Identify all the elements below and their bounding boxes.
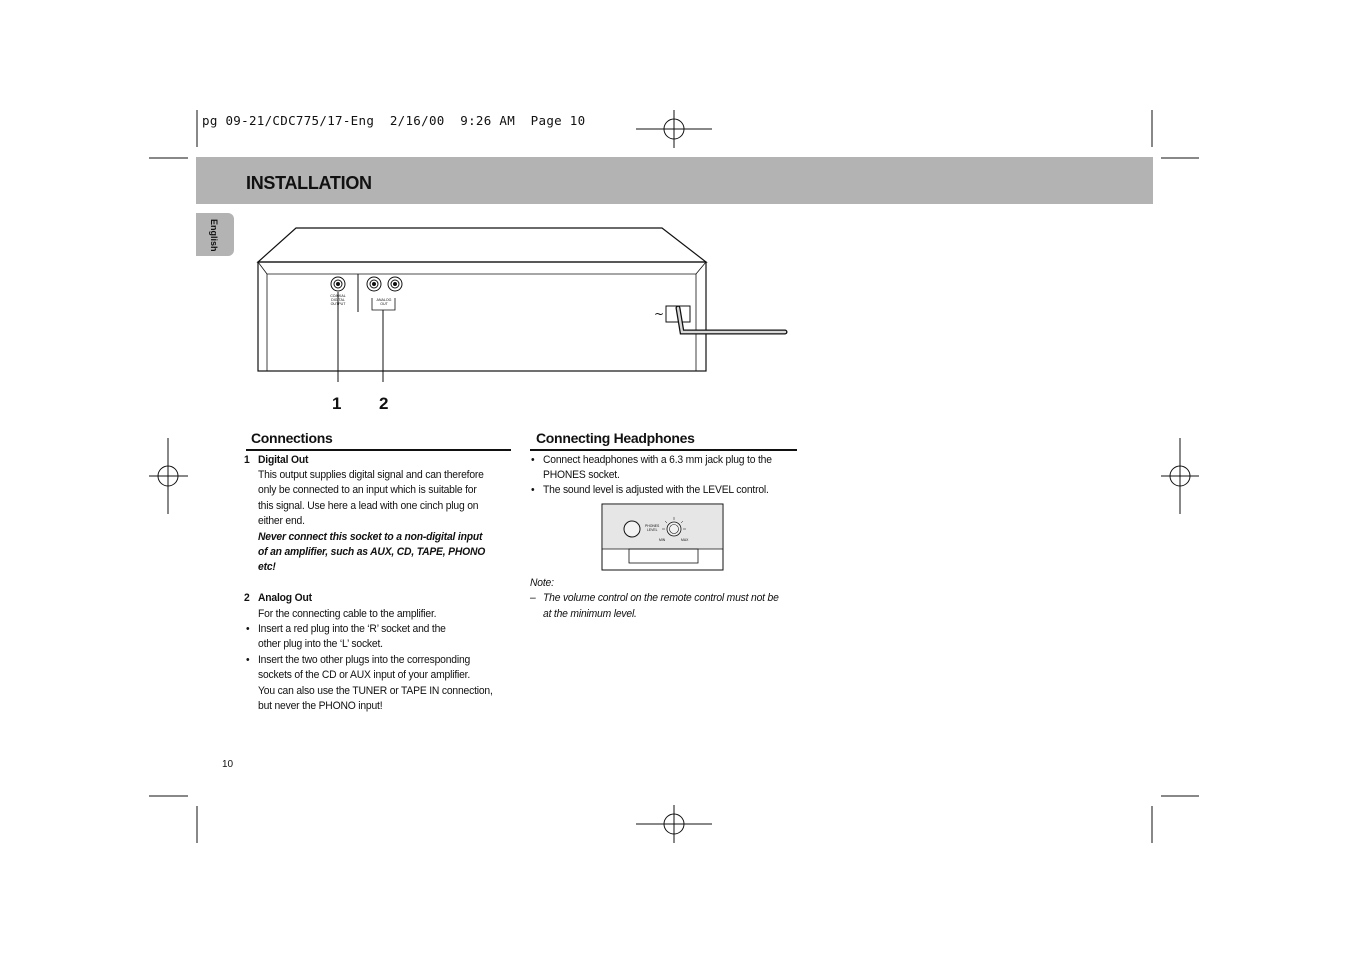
headphones-bullet-1-line-2: PHONES socket. [543, 469, 620, 481]
note-dash: – [530, 592, 536, 604]
coaxial-label: COAXIAL [330, 294, 346, 298]
digital-warning-line-1: Never connect this socket to a non-digital input [258, 531, 483, 543]
digital-out-title: Digital Out [258, 454, 309, 466]
rear-panel-illustration [250, 222, 795, 382]
analog-bullet-2-line-1: Insert the two other plugs into the corresponding [258, 654, 471, 666]
page-number: 10 [222, 759, 234, 770]
headphones-bullet-1: • [531, 454, 535, 466]
level-label: LEVEL [647, 528, 658, 532]
analog-bullet-2-line-2: sockets of the CD or AUX input of your amplifier. [258, 669, 471, 681]
callout-number-1: 1 [332, 394, 342, 413]
headphones-bullet-2: • [531, 484, 535, 496]
connections-rule [246, 449, 511, 451]
ac-symbol: ~ [654, 307, 665, 321]
connections-heading: Connections [251, 430, 333, 446]
digital-warning-line-3: etc! [258, 561, 276, 573]
headphones-rule [530, 449, 797, 451]
headphones-bullet-2-text: The sound level is adjusted with the LEVEL control. [543, 484, 769, 496]
headphones-bullet-1-line-1: Connect headphones with a 6.3 mm jack plug to the [543, 454, 772, 466]
analog-bullet-2: • [246, 654, 250, 666]
headphones-heading: Connecting Headphones [536, 430, 695, 446]
analog-label: ANALOG [376, 298, 392, 302]
max-label: MAX [681, 538, 689, 542]
headphones-panel-illustration [601, 503, 725, 572]
analog-bullet-1-line-1: Insert a red plug into the ‘R’ socket and the [258, 623, 446, 635]
analog-bullet-1-line-2: other plug into the ‘L’ socket. [258, 638, 383, 650]
digital-out-line-2: only be connected to an input which is suitable for [258, 484, 477, 496]
language-tab-label: English [209, 219, 219, 252]
mains-cord [678, 308, 785, 332]
registration-mark-right [1161, 438, 1199, 514]
analog-bullet-1: • [246, 623, 250, 635]
analog-out-intro: For the connecting cable to the amplifier. [258, 608, 437, 620]
printer-slug: pg 09-21/CDC775/17-Eng 2/16/00 9:26 AM Page 10 [202, 113, 586, 128]
digital-out-line-4: either end. [258, 515, 305, 527]
min-label: MIN [659, 538, 666, 542]
digital-out-line-1: This output supplies digital signal and can therefore [258, 469, 484, 481]
analog-bullet-2-line-3: You can also use the TUNER or TAPE IN connection, [258, 685, 493, 697]
analog-out-socket-left [367, 277, 381, 291]
registration-mark-top [636, 110, 712, 148]
digital-warning-line-2: of an amplifier, such as AUX, CD, TAPE, PHONO [258, 546, 486, 558]
language-tab [196, 213, 234, 256]
analog-out-title: Analog Out [258, 592, 312, 604]
note-line-2: at the minimum level. [543, 608, 637, 620]
phones-socket [624, 521, 640, 537]
output-label: OUTPUT [330, 302, 346, 306]
analog-out-socket-right [388, 277, 402, 291]
coaxial-output-socket [331, 277, 345, 291]
page-title: INSTALLATION [246, 173, 372, 193]
digital-out-line-3: this signal. Use here a lead with one cinch plug on [258, 500, 479, 512]
digital-label: DIGITAL [331, 298, 345, 302]
note-line-1: The volume control on the remote control must not be [543, 592, 779, 604]
registration-mark-left [149, 438, 188, 514]
callout-number-2: 2 [379, 394, 389, 413]
panel-tray [629, 549, 698, 563]
analog-bullet-2-line-4: but never the PHONO input! [258, 700, 383, 712]
cabinet-rear [258, 262, 706, 371]
digital-out-number: 1 [244, 454, 250, 466]
cabinet-top [258, 228, 706, 262]
analog-out-label: OUT [380, 302, 388, 306]
registration-mark-bottom [636, 805, 712, 843]
note-label: Note: [530, 577, 554, 589]
phones-label: PHONES [645, 524, 660, 528]
title-band [196, 157, 1153, 204]
analog-out-number: 2 [244, 592, 250, 604]
